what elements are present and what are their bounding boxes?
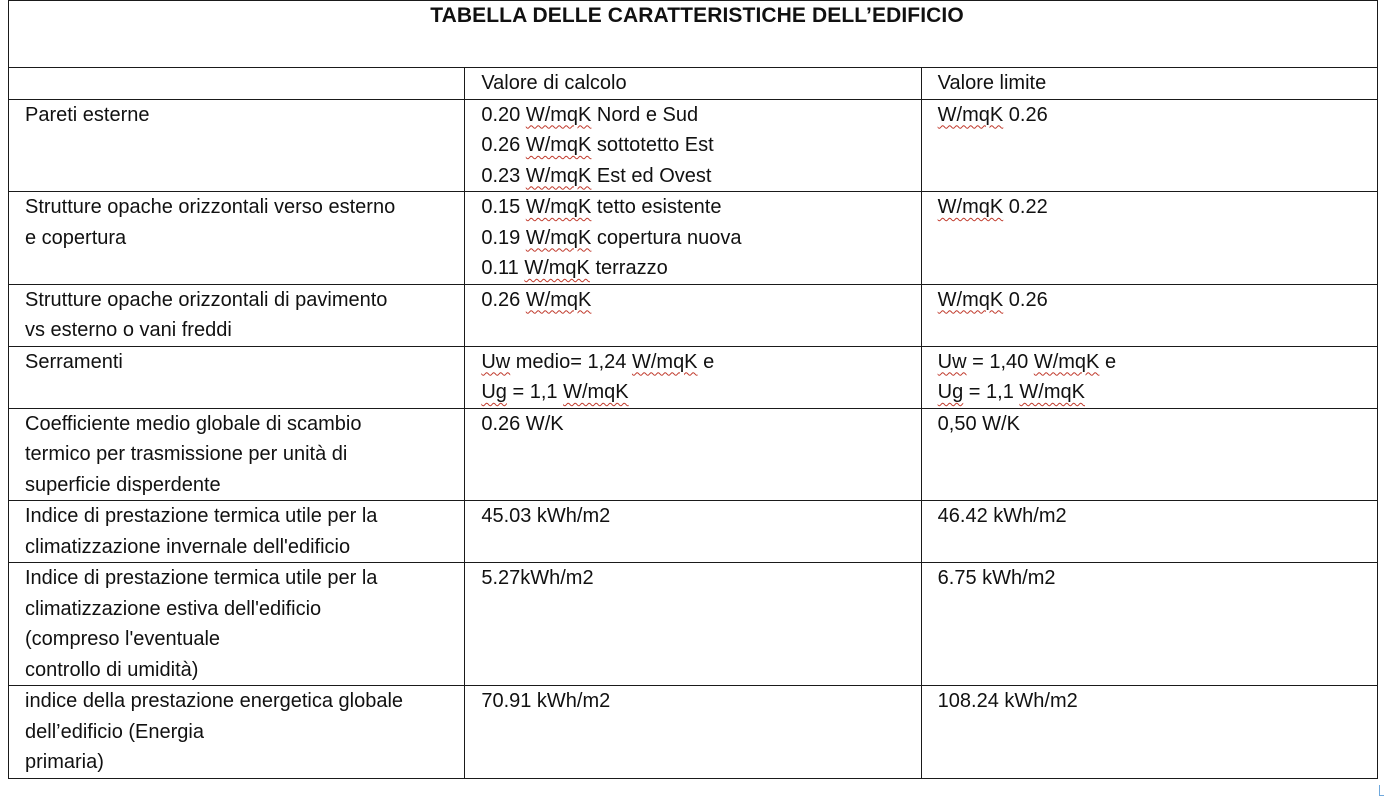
table-title: TABELLA DELLE CARATTERISTICHE DELL’EDIFICIO bbox=[9, 1, 1378, 68]
limit-value-cell bbox=[921, 284, 1377, 346]
value-line bbox=[938, 501, 1369, 532]
value-text: copertura nuova bbox=[591, 226, 742, 249]
value-text: 0.26 bbox=[1003, 103, 1048, 126]
value-line bbox=[481, 161, 912, 192]
value-text: 6.75 kWh/m2 bbox=[937, 567, 1056, 589]
calc-value-cell bbox=[465, 192, 921, 285]
row-label: Serramenti bbox=[9, 346, 465, 408]
table-row bbox=[9, 501, 1378, 563]
value-text: 0.20 bbox=[481, 103, 526, 126]
value-line bbox=[938, 686, 1369, 717]
value-text: 0.23 bbox=[481, 164, 526, 187]
value-unit: W/mqK bbox=[937, 288, 1004, 311]
value-line bbox=[938, 192, 1369, 223]
table-row bbox=[9, 686, 1378, 779]
value-unit: W/mqK bbox=[631, 350, 698, 373]
header-label bbox=[9, 68, 465, 100]
value-text: 0.15 bbox=[481, 196, 526, 218]
limit-value-cell bbox=[921, 408, 1377, 501]
table-row bbox=[9, 563, 1378, 686]
value-unit: W/mqK bbox=[1019, 381, 1085, 403]
limit-value-cell bbox=[921, 686, 1377, 779]
value-line bbox=[481, 563, 912, 594]
value-text: 46.42 kWh/m2 bbox=[937, 505, 1067, 527]
value-line bbox=[481, 100, 912, 131]
value-line bbox=[938, 347, 1369, 378]
row-label: indice della prestazione energetica globale dell’edificio (Energia primaria) bbox=[9, 686, 465, 779]
limit-value-cell bbox=[921, 99, 1377, 192]
value-text: = 1,1 bbox=[963, 381, 1020, 403]
value-text: 0,50 W/K bbox=[937, 412, 1020, 435]
value-unit: Uw bbox=[481, 350, 511, 373]
value-unit: W/mqK bbox=[525, 164, 592, 187]
value-unit: W/mqK bbox=[524, 257, 590, 279]
limit-value-cell bbox=[921, 501, 1377, 563]
value-text: = 1,1 bbox=[506, 381, 564, 403]
calc-value-cell bbox=[465, 686, 921, 779]
value-text: 0.26 bbox=[481, 134, 526, 156]
header-calc-value: Valore di calcolo bbox=[465, 68, 921, 100]
value-line bbox=[938, 377, 1369, 408]
table-row bbox=[9, 192, 1378, 285]
value-line bbox=[938, 100, 1369, 131]
value-unit: W/mqK bbox=[525, 134, 592, 156]
value-text: sottotetto Est bbox=[591, 134, 714, 156]
value-line bbox=[481, 253, 912, 284]
value-line bbox=[481, 223, 912, 254]
value-unit: W/mqK bbox=[525, 288, 592, 311]
calc-value-cell bbox=[465, 346, 921, 408]
value-unit: W/mqK bbox=[937, 196, 1004, 218]
header-row bbox=[9, 68, 1378, 100]
value-text: terrazzo bbox=[589, 257, 668, 279]
value-text: 0.22 bbox=[1003, 196, 1048, 218]
value-unit: W/mqK bbox=[937, 103, 1004, 126]
value-line bbox=[481, 130, 912, 161]
table-row bbox=[9, 99, 1378, 192]
building-characteristics-table bbox=[8, 0, 1378, 779]
value-text: 0.26 bbox=[481, 288, 526, 311]
limit-value-cell bbox=[921, 346, 1377, 408]
value-line bbox=[481, 192, 912, 223]
value-text: medio= 1,24 bbox=[510, 350, 632, 373]
value-text: e bbox=[697, 350, 715, 373]
value-line bbox=[481, 686, 912, 717]
row-label: Strutture opache orizzontali verso esterno e copertura bbox=[9, 192, 465, 285]
row-label: Indice di prestazione termica utile per la climatizzazione invernale dell'edificio bbox=[9, 501, 465, 563]
limit-value-cell bbox=[921, 192, 1377, 285]
value-text: 5.27kWh/m2 bbox=[481, 567, 594, 589]
corner-mark-icon bbox=[1379, 785, 1384, 796]
table-row bbox=[9, 408, 1378, 501]
value-text: tetto esistente bbox=[591, 196, 722, 218]
header-limit-value: Valore limite bbox=[921, 68, 1377, 100]
value-text: 45.03 kWh/m2 bbox=[481, 505, 611, 527]
value-line bbox=[938, 409, 1369, 440]
value-text: 70.91 kWh/m2 bbox=[481, 690, 611, 712]
calc-value-cell bbox=[465, 501, 921, 563]
value-text: 0.26 W/K bbox=[481, 412, 564, 435]
value-text: 0.11 bbox=[481, 257, 525, 279]
value-text: e bbox=[1099, 350, 1117, 373]
value-line bbox=[481, 285, 912, 316]
calc-value-cell bbox=[465, 99, 921, 192]
value-text: Est ed Ovest bbox=[591, 164, 712, 187]
row-label: Coefficiente medio globale di scambio termico per trasmissione per unità di superficie disperdente bbox=[9, 408, 465, 501]
table-body bbox=[9, 1, 1378, 779]
calc-value-cell bbox=[465, 284, 921, 346]
value-unit: W/mqK bbox=[525, 196, 592, 218]
value-unit: Uw bbox=[937, 350, 967, 373]
value-text: 0.19 bbox=[481, 226, 526, 249]
value-line bbox=[481, 377, 912, 408]
value-unit: W/mqK bbox=[563, 381, 629, 403]
value-text: Nord e Sud bbox=[591, 103, 699, 126]
calc-value-cell bbox=[465, 563, 921, 686]
calc-value-cell bbox=[465, 408, 921, 501]
limit-value-cell bbox=[921, 563, 1377, 686]
title-row bbox=[9, 1, 1378, 68]
row-label: Pareti esterne bbox=[9, 99, 465, 192]
table-row bbox=[9, 346, 1378, 408]
row-label: Strutture opache orizzontali di pavimento vs esterno o vani freddi bbox=[9, 284, 465, 346]
row-label: Indice di prestazione termica utile per la climatizzazione estiva dell'edificio (compreso l'eventuale controllo di umidità) bbox=[9, 563, 465, 686]
value-unit: W/mqK bbox=[525, 226, 592, 249]
value-text: = 1,40 bbox=[966, 350, 1034, 373]
value-unit: Ug bbox=[481, 381, 507, 403]
value-line bbox=[481, 347, 912, 378]
table-row bbox=[9, 284, 1378, 346]
value-line bbox=[481, 409, 912, 440]
value-unit: Ug bbox=[937, 381, 964, 403]
value-text: 108.24 kWh/m2 bbox=[937, 690, 1078, 712]
value-line bbox=[938, 285, 1369, 316]
value-text: 0.26 bbox=[1003, 288, 1048, 311]
value-unit: W/mqK bbox=[525, 103, 592, 126]
value-line bbox=[481, 501, 912, 532]
value-line bbox=[938, 563, 1369, 594]
value-unit: W/mqK bbox=[1033, 350, 1100, 373]
